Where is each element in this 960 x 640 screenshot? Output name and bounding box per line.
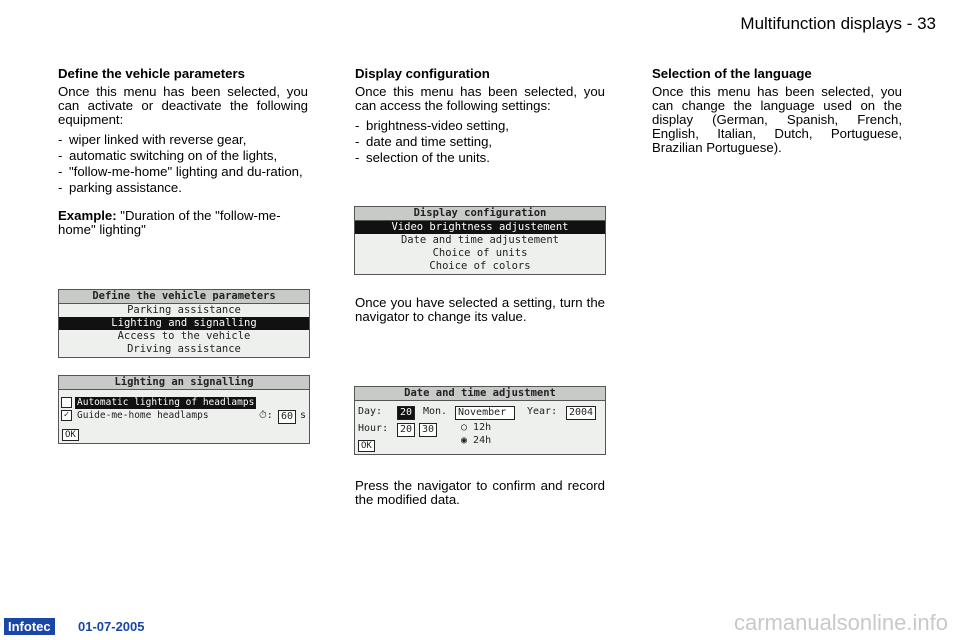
para-turn-navigator: Once you have selected a setting, turn the navigator to change its value. [355,295,605,324]
year-field[interactable]: 2004 [566,406,596,420]
equipment-list [58,133,308,195]
menu-item-access-vehicle[interactable]: Access to the vehicle [117,330,251,342]
screen-title: Display configuration [355,207,605,221]
option-auto-headlamps[interactable] [61,397,307,409]
day-label: Day: [358,406,383,417]
list-item: - date and time setting, [355,135,605,149]
month-field[interactable]: November [455,406,515,420]
screen-title: Define the vehicle parameters [59,290,309,304]
list-item: - selection of the units. [355,151,605,165]
ok-button[interactable]: OK [358,440,375,452]
timer-icon: ⏱: [259,410,273,421]
intro-display-config: Once this menu has been selected, you can access the following settings: [355,84,605,113]
example-label: Example: [58,208,117,223]
duration-unit: s [300,410,307,421]
settings-list [355,119,605,165]
screen-display-config [354,206,606,275]
radio-12h[interactable]: ○ 12h [461,422,492,433]
menu-item-parking-assistance[interactable]: Parking assistance [127,304,241,316]
text-language: Once this menu has been selected, you can change the language used on the display (German, Spanish, French, English, Italian, Dutch, Portuguese, Brazilian Portuguese). [652,84,902,155]
list-item: - automatic switching on of the lights, [58,149,308,163]
duration-field[interactable]: 60 [278,410,296,424]
screen-title: Lighting an signalling [59,376,309,390]
list-item: - brightness-video setting, [355,119,605,133]
month-label: Mon. [423,406,448,417]
option-label: Guide-me-home headlamps [77,410,209,421]
checkbox-unchecked-icon[interactable] [61,397,72,408]
radio-24h-label: 24h [473,435,492,446]
column-language [652,67,902,161]
radio-12h-label: 12h [473,422,492,433]
footer-date: 01-07-2005 [78,619,145,634]
hour-label: Hour: [358,423,389,434]
hour-field[interactable]: 20 [397,423,415,437]
heading-display-config: Display configuration [355,66,490,81]
menu-item-date-time[interactable]: Date and time adjustement [400,234,560,246]
option-label: Automatic lighting of headlamps [77,397,255,408]
para-press-navigator: Press the navigator to confirm and record the modified data. [355,478,605,507]
example-body: "Duration of the "follow-me-home" lighting" [58,208,281,237]
example-text [58,209,308,237]
menu-item-lighting-signalling[interactable]: Lighting and signalling [59,317,309,330]
menu-item-colors[interactable]: Choice of colors [429,260,531,272]
watermark: carmanualsonline.info [733,610,948,635]
screen-date-time [354,386,606,455]
intro-vehicle-parameters: Once this menu has been selected, you can activate or deactivate the following equipment: [58,84,308,127]
menu-item-driving-assistance[interactable]: Driving assistance [127,343,241,355]
radio-24h[interactable]: ◉ 24h [461,435,492,446]
column-display-config [355,67,605,167]
screen-title: Date and time adjustment [355,387,605,401]
list-item: - wiper linked with reverse gear, [58,133,308,147]
infotec-logo: Infotec [4,618,55,635]
screen-vehicle-parameters [58,289,310,358]
heading-language: Selection of the language [652,66,812,81]
list-item: - parking assistance. [58,181,308,195]
ok-button[interactable]: OK [62,429,79,441]
list-item: - "follow-me-home" lighting and du-ration, [58,165,308,179]
column-vehicle-parameters [58,67,308,243]
checkbox-checked-icon[interactable]: ✓ [61,410,72,421]
menu-item-video-brightness[interactable]: Video brightness adjustement [355,221,605,234]
day-field[interactable]: 20 [397,406,415,420]
screen-lighting [58,375,310,444]
page-header: Multifunction displays - 33 [740,14,936,33]
menu-item-units[interactable]: Choice of units [432,247,528,259]
year-label: Year: [527,406,558,417]
heading-vehicle-parameters: Define the vehicle parameters [58,66,245,81]
minute-field[interactable]: 30 [419,423,437,437]
